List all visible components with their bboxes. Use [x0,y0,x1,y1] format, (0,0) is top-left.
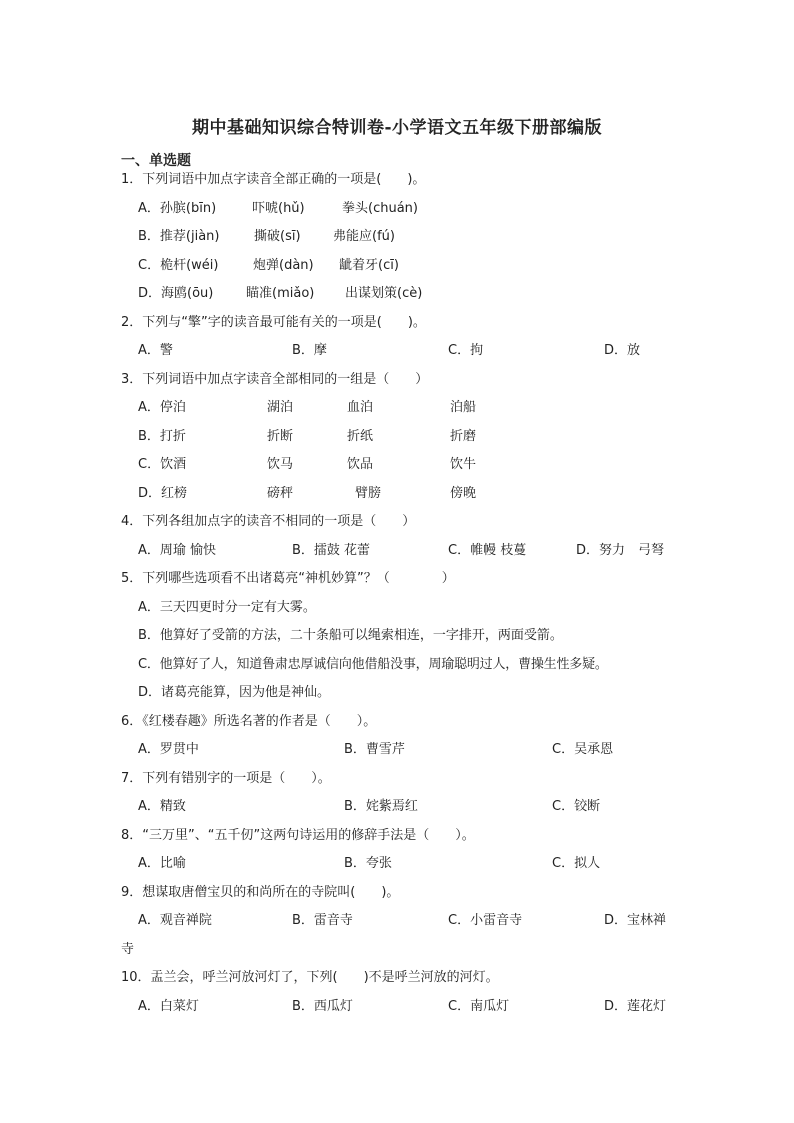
option: A．孙膑(bīn) [138,201,217,216]
option: C．饮酒 [138,457,187,472]
option: C．拟人 [552,856,601,871]
option: B．雷音寺 [292,913,353,928]
option: A．警 [138,343,173,358]
option: C．拘 [448,343,484,358]
option-word: 折纸 [347,429,374,444]
option: A．三天四更时分一定有大雾。 [138,600,316,615]
question-stem: 7．下列有错别字的一项是（ ）。 [121,771,331,786]
option-word: 炮弹(dàn) [253,258,314,273]
option: B．擂鼓 花蕾 [292,543,371,558]
option-word: 泊船 [450,400,477,415]
question-stem: 9．想谋取唐僧宝贝的和尚所在的寺院叫( )。 [121,885,400,900]
option: B．打折 [138,429,186,444]
option-word: 折断 [267,429,294,444]
option: B．西瓜灯 [292,999,353,1014]
option: D．诸葛亮能算，因为他是神仙。 [138,685,331,700]
question-stem: 4．下列各组加点字的读音不相同的一项是（ ） [121,514,416,529]
option: B．姹紫焉红 [344,799,418,814]
question-stem: 3．下列词语中加点字读音全部相同的一组是（ ） [121,372,429,387]
option: A．罗贯中 [138,742,199,757]
option-word: 傍晚 [450,486,477,501]
option: D．放 [604,343,641,358]
question-stem: 5．下列哪些选项看不出诸葛亮“神机妙算”？（ ） [121,571,455,586]
page-title: 期中基础知识综合特训卷-小学语文五年级下册部编版 [191,118,603,138]
option: A．白菜灯 [138,999,199,1014]
option-word: 臂膀 [355,486,382,501]
option-word: 磅秤 [267,486,294,501]
option-word: 弗能应(fú) [333,229,395,244]
option: D．宝林禅 [604,913,667,928]
option-word: 饮马 [267,457,294,472]
option: B．夸张 [344,856,392,871]
option: B．摩 [292,343,327,358]
option: B．他算好了受箭的方法，二十条船可以绳索相连，一字排开，两面受箭。 [138,628,563,643]
option: C．铰断 [552,799,601,814]
option: D．海鸥(ōu) [138,286,214,301]
option-word: 拳头(chuán) [342,201,418,216]
option-word: 撕破(sī) [254,229,301,244]
option: C．吴承恩 [552,742,614,757]
question-stem: 6．《红楼春趣》所选名著的作者是（ ）。 [121,714,377,729]
option: C．南瓜灯 [448,999,510,1014]
option: C．帷幔 枝蔓 [448,543,527,558]
option: C．桅杆(wéi) [138,258,219,273]
option-wrap: 寺 [121,942,135,957]
option-word: 饮品 [347,457,374,472]
option: B．推荐(jiàn) [138,229,220,244]
option-word: 吓唬(hǔ) [252,201,305,216]
option-word: 龇着牙(cī) [339,258,399,273]
option-word: 血泊 [347,400,374,415]
question-stem: 10．盂兰会，呼兰河放河灯了，下列( )不是呼兰河放的河灯。 [121,970,499,985]
option: D．努力 弓弩 [576,543,665,558]
question-stem: 1．下列词语中加点字读音全部正确的一项是( )。 [121,172,426,187]
option: A．比喻 [138,856,186,871]
option-word: 瞄准(miǎo) [246,286,315,301]
option: C．小雷音寺 [448,913,523,928]
question-stem: 8．“三万里”、“五千仞”这两句诗运用的修辞手法是（ ）。 [121,828,475,843]
option: B．曹雪芹 [344,742,405,757]
option: D．莲花灯 [604,999,667,1014]
option-word: 出谋划策(cè) [345,286,423,301]
option-word: 饮牛 [450,457,477,472]
option-word: 折磨 [450,429,477,444]
option: C．他算好了人，知道鲁肃忠厚诚信向他借船没事，周瑜聪明过人，曹操生性多疑。 [138,657,608,672]
question-stem: 2．下列与“擎”字的读音最可能有关的一项是( )。 [121,315,426,330]
option: D．红榜 [138,486,188,501]
option: A．观音禅院 [138,913,212,928]
option: A．停泊 [138,400,186,415]
option: A．周瑜 愉快 [138,543,217,558]
option: A．精致 [138,799,186,814]
section-heading: 一、单选题 [121,153,191,169]
option-word: 湖泊 [267,400,294,415]
